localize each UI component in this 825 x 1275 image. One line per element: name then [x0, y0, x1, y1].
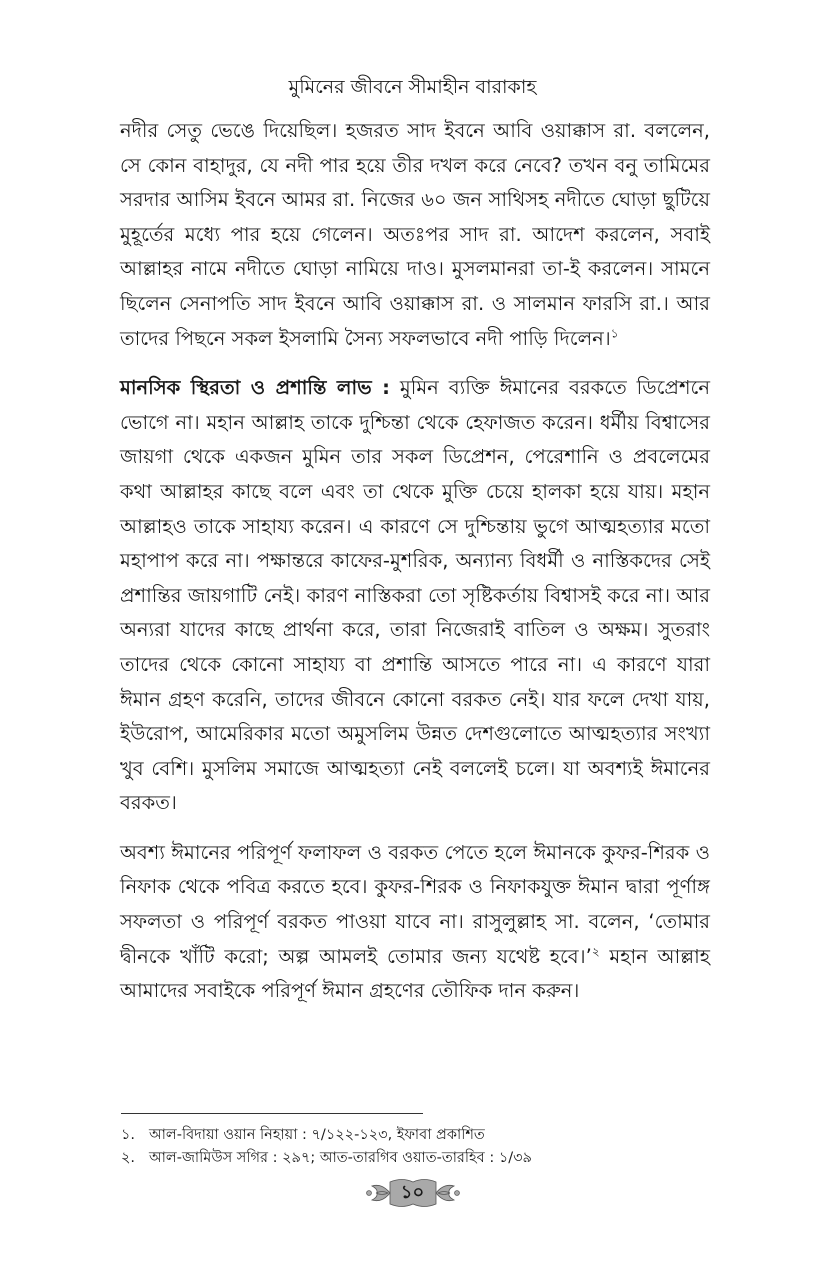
- section-heading: মানসিক স্থিরতা ও প্রশান্তি লাভ :: [120, 376, 390, 400]
- footnote-text: আল-বিদায়া ওয়ান নিহায়া : ৭/১২২-১২৩, ইফাবা প্রকাশিত: [149, 1127, 485, 1143]
- paragraph-1-text: নদীর সেতু ভেঙে দিয়েছিল। হজরত সাদ ইবনে আবি ওয়াক্কাস রা. বললেন, সে কোন বাহাদুর, যে নদী পার হয়ে তীর দখল করে নেবে? তখন বনু তামিমের সরদার আসিম ইবনে আমর রা. নিজের ৬০ জন সাথিসহ নদীতে ঘোড়া ছুটিয়ে মুহূর্তের মধ্যে পার হয়ে গেলেন। অতঃপর সাদ রা. আদেশ করলেন, সবাই আল্লাহর নামে নদীতে ঘোড়া নামিয়ে দাও। মুসলমানরা তা-ই করলেন। সামনে ছিলেন সেনাপতি সাদ ইবনে আবি ওয়াক্কাস রা. ও সালমান ফারসি রা.। আর তাদের পিছনে সকল ইসলামি সৈন্য সফলভাবে নদী পাড়ি দিলেন।: [120, 119, 710, 350]
- main-text: [120, 114, 710, 1009]
- paragraph-2-text: মুমিন ব্যক্তি ঈমানের বরকতে ডিপ্রেশনে ভোগে না। মহান আল্লাহ তাকে দুশ্চিন্তা থেকে হেফাজত করেন। ধর্মীয় বিশ্বাসের জায়গা থেকে একজন মুমিন তার সকল ডিপ্রেশন, পেরেশানি ও প্রবলেমের কথা আল্লাহর কাছে বলে এবং তা থেকে মুক্তি চেয়ে হালকা হয়ে যায়। মহান আল্লাহও তাকে সাহায্য করেন। এ কারণে সে দুশ্চিন্তায় ভুগে আত্মহত্যার মতো মহাপাপ করে না। পক্ষান্তরে কাফের-মুশরিক, অন্যান্য বিধর্মী ও নাস্তিকদের সেই প্রশান্তির জায়গাটি নেই। কারণ নাস্তিকরা তো সৃষ্টিকর্তায় বিশ্বাসই করে না। আর অন্যরা যাদের কাছে প্রার্থনা করে, তারা নিজেরাই বাতিল ও অক্ষম। সুতরাং তাদের থেকে কোনো সাহায্য বা প্রশান্তি আসতে পারে না। এ কারণে যারা ঈমান গ্রহণ করেনি, তাদের জীবনে কোনো বরকত নেই। যার ফলে দেখা যায়, ইউরোপ, আমেরিকার মতো অমুসলিম উন্নত দেশগুলোতে আত্মহত্যার সংখ্যা খুব বেশি। মুসলিম সমাজে আত্মহত্যা নেই বললেই চলে। যা অবশ্যই ঈমানের বরকত।: [120, 376, 710, 815]
- paragraph-2: [120, 371, 710, 821]
- running-header-title: মুমিনের জীবনে সীমাহীন বারাকাহ: [288, 76, 537, 98]
- footnote-text: আল-জামিউস সগির : ২৯৭; আত-তারগিব ওয়াত-তারহিব : ১/৩৯: [149, 1150, 532, 1166]
- page-number-ornament: [0, 1177, 825, 1209]
- footnotes: [121, 1124, 721, 1170]
- paragraph-3-closing: মহান আল্লাহ আমাদের সবাইকে পরিপূর্ণ ঈমান গ্রহণের তৌফিক দান করুন।: [120, 944, 710, 1003]
- footnote-ref-2: ২: [591, 944, 600, 959]
- paragraph-1: [120, 114, 710, 356]
- footnote-number: ২.: [121, 1150, 136, 1166]
- footnote-divider: [121, 1113, 423, 1114]
- footnote-item: [121, 1124, 721, 1147]
- paragraph-3-text: অবশ্য ঈমানের পরিপূর্ণ ফলাফল ও বরকত পেতে হলে ঈমানকে কুফর-শিরক ও নিফাক থেকে পবিত্র করতে হবে। কুফর-শিরক ও নিফাকযুক্ত ঈমান দ্বারা পূর্ণাঙ্গ সফলতা ও পরিপূর্ণ বরকত পাওয়া যাবে না। রাসুলুল্লাহ সা. বলেন, ‘তোমার দ্বীনকে খাঁটি করো; অল্প আমলই তোমার জন্য যথেষ্ট হবে।’: [120, 840, 710, 968]
- ornament-frame: [364, 1177, 462, 1209]
- footnote-item: [121, 1147, 721, 1170]
- paragraph-3: [120, 836, 710, 1009]
- footnote-ref-1: ১: [610, 326, 619, 341]
- page-number: ১০: [400, 1181, 425, 1203]
- footnote-number: ১.: [121, 1127, 136, 1143]
